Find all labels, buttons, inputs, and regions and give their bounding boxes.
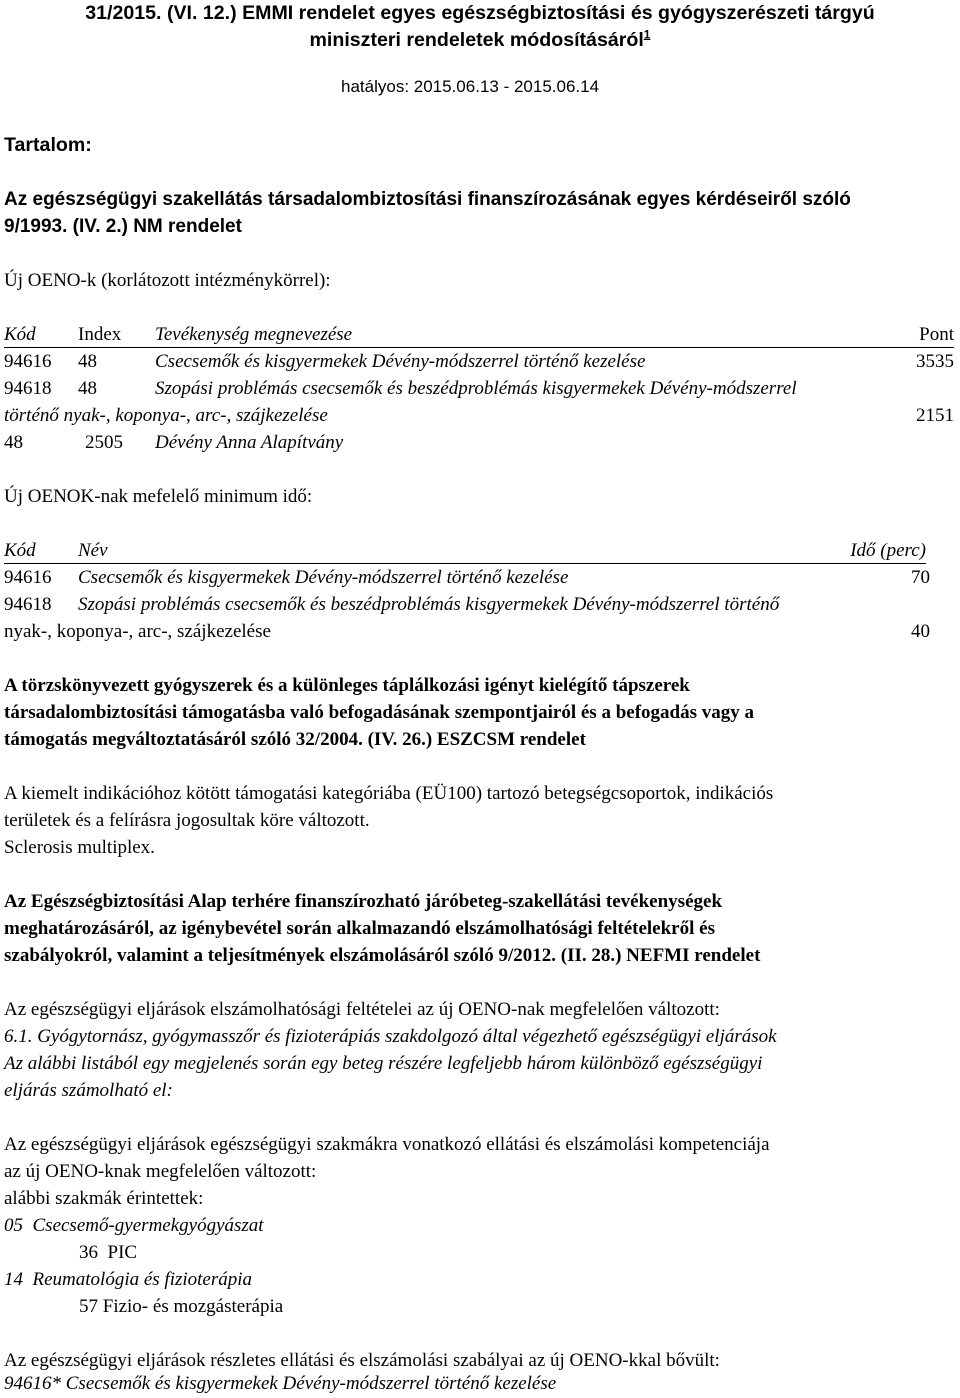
table1-header-kod: Kód bbox=[4, 324, 36, 345]
table1-row3-col1: 48 bbox=[4, 432, 23, 453]
table1-row2-name-line2: történő nyak-, koponya-, arc-, szájkezelése bbox=[4, 405, 328, 426]
document-title-line2: miniszteri rendeletek módosításáról$^1$ bbox=[309, 27, 651, 51]
table1-row2-index: 48 bbox=[78, 378, 97, 399]
footnote-link[interactable]: 1 bbox=[643, 27, 651, 42]
section3-heading-line1: Az Egészségbiztosítási Alap terhére finanszírozható járóbeteg-szakellátási tevékenységek bbox=[4, 891, 723, 912]
section2-heading-line2: társadalombiztosítási támogatásba való befogadásának szempontjairól és a befogadás vagy a bbox=[4, 702, 754, 723]
section1-subtitle2: Új OENOK-nak mefelelő minimum idő: bbox=[4, 486, 313, 507]
table2-header-rule bbox=[4, 563, 926, 564]
table1-header-pont: Pont bbox=[919, 324, 954, 345]
table2-row1-ido: 70 bbox=[911, 567, 930, 588]
section3-paragraph1: Az egészségügyi eljárások elszámolhatósági feltételei az új OENO-nak megfelelően változott: bbox=[4, 999, 720, 1020]
section3-paragraph2: 6.1. Gyógytornász, gyógymasszőr és fizioterápiás szakdolgozó által végezhető egészségügyi eljárások bbox=[4, 1026, 777, 1047]
section2-body-line1: A kiemelt indikációhoz kötött támogatási kategóriába (EÜ100) tartozó betegségcsoportok, indikációs bbox=[4, 783, 774, 804]
section3-paragraph6: 94616* Csecsemők és kisgyermekek Dévény-módszerrel történő kezelése bbox=[4, 1373, 557, 1394]
table1-header-name: Tevékenység megnevezése bbox=[155, 324, 353, 345]
section3-paragraph3-line1: Az alábbi listából egy megjelenés során egy beteg részére legfeljebb három különböző egészségügyi bbox=[4, 1053, 763, 1074]
table2-row2-name-line2: nyak-, koponya-, arc-, szájkezelése bbox=[4, 621, 271, 642]
table1-row2-name-line1: Szopási problémás csecsemők és beszédproblémás kisgyermekek Dévény-módszerrel bbox=[155, 378, 797, 399]
specialty-14: 14 Reumatológia és fizioterápia bbox=[4, 1269, 253, 1290]
table1-row2-kod: 94618 bbox=[4, 378, 52, 399]
table2-row2-kod: 94618 bbox=[4, 594, 52, 615]
table1-row1-pont: 3535 bbox=[916, 351, 954, 372]
section2-heading-line1: A törzskönyvezett gyógyszerek és a különleges táplálkozási igényt kielégítő tápszerek bbox=[4, 675, 690, 696]
section1-subtitle: Új OENO-k (korlátozott intézménykörrel): bbox=[4, 270, 331, 291]
table2-row1-kod: 94616 bbox=[4, 567, 52, 588]
table2-header-nev: Név bbox=[78, 540, 108, 561]
table2-header-ido: Idő (perc) bbox=[850, 540, 926, 561]
table1-row1-index: 48 bbox=[78, 351, 97, 372]
table2-row2-name-line1: Szopási problémás csecsemők és beszédproblémás kisgyermekek Dévény-módszerrel történő bbox=[78, 594, 780, 615]
section3-heading-line2: meghatározásáról, az igénybevétel során alkalmazandó elszámolhatósági feltételekről és bbox=[4, 918, 715, 939]
table1-header-rule bbox=[4, 347, 954, 348]
section3-paragraph4-line2: az új OENO-knak megfelelően változott: bbox=[4, 1161, 317, 1182]
table2-row1-name: Csecsemők és kisgyermekek Dévény-módszerrel történő kezelése bbox=[78, 567, 569, 588]
table1-header-index: Index bbox=[78, 324, 122, 345]
section1-heading-line1: Az egészségügyi szakellátás társadalombiztosítási finanszírozásának egyes kérdéseiről szóló bbox=[4, 189, 851, 210]
table1-row3-col2: 2505 bbox=[85, 432, 123, 453]
table1-row1-kod: 94616 bbox=[4, 351, 52, 372]
section3-paragraph3-line2: eljárás számolható el: bbox=[4, 1080, 173, 1101]
table2-header-kod: Kód bbox=[4, 540, 36, 561]
specialty-05-sub: 36 PIC bbox=[79, 1242, 138, 1263]
section2-body-line3: Sclerosis multiplex. bbox=[4, 837, 155, 858]
section2-heading-line3: támogatás megváltoztatásáról szóló 32/2004. (IV. 26.) ESZCSM rendelet bbox=[4, 729, 586, 750]
specialty-14-sub: 57 Fizio- és mozgásterápia bbox=[79, 1296, 284, 1317]
section3-paragraph5: Az egészségügyi eljárások részletes ellátási és elszámolási szabályai az új OENO-kkal bővült: bbox=[4, 1350, 720, 1371]
section3-heading-line3: szabályokról, valamint a teljesítmények elszámolásáról szóló 9/2012. (II. 28.) NEFMI rendelet bbox=[4, 945, 761, 966]
document-title-line1: 31/2015. (VI. 12.) EMMI rendelet egyes egészségbiztosítási és gyógyszerészeti tárgyú bbox=[85, 2, 875, 24]
section2-body-line2: területek és a felírásra jogosultak köre változott. bbox=[4, 810, 370, 831]
table1-row2-pont: 2151 bbox=[916, 405, 954, 426]
section3-paragraph4-line3: alábbi szakmák érintettek: bbox=[4, 1188, 204, 1209]
table1-row3-name: Dévény Anna Alapítvány bbox=[155, 432, 344, 453]
specialty-05: 05 Csecsemő-gyermekgyógyászat bbox=[4, 1215, 264, 1236]
table2-row2-ido: 40 bbox=[911, 621, 930, 642]
section1-heading-line2: 9/1993. (IV. 2.) NM rendelet bbox=[4, 216, 242, 237]
validity-period: hatályos: 2015.06.13 - 2015.06.14 bbox=[341, 77, 600, 96]
section3-paragraph4-line1: Az egészségügyi eljárások egészségügyi szakmákra vonatkozó ellátási és elszámolási kompetenciája bbox=[4, 1134, 770, 1155]
table1-row1-name: Csecsemők és kisgyermekek Dévény-módszerrel történő kezelése bbox=[155, 351, 646, 372]
contents-label: Tartalom: bbox=[4, 134, 92, 156]
